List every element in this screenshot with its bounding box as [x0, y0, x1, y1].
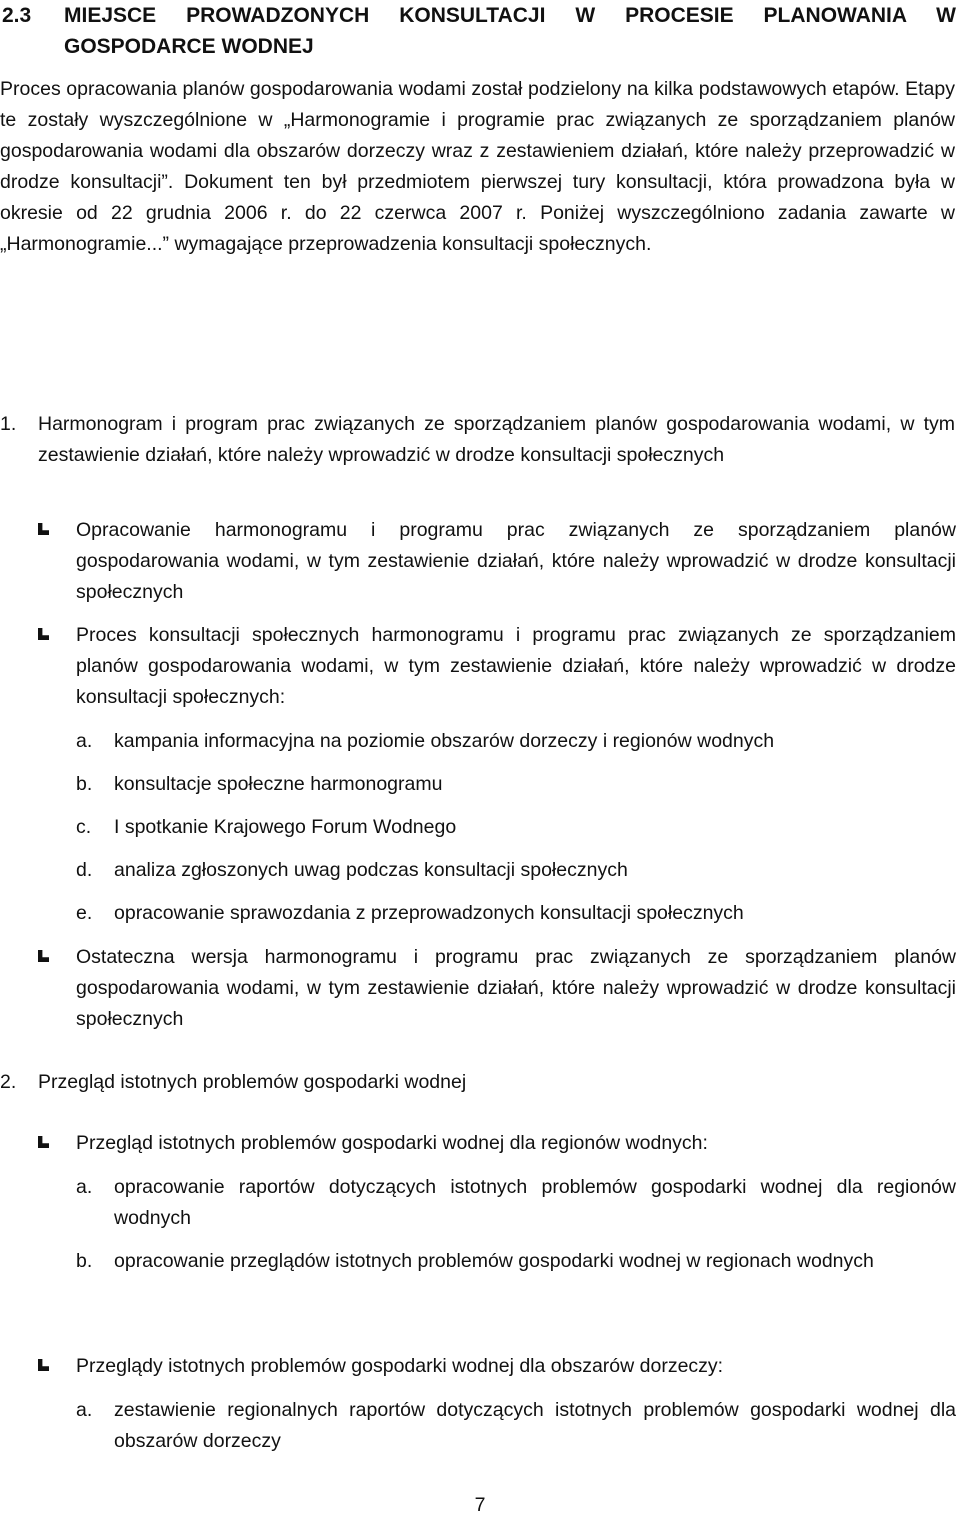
- sub-item-letter: c.: [76, 816, 92, 838]
- sub-item-text: I spotkanie Krajowego Forum Wodnego: [114, 816, 457, 838]
- sub-item-letter: b.: [76, 773, 93, 795]
- bullet-item: [36, 620, 956, 713]
- sub-item-text: analiza zgłoszonych uwag podczas konsultacji społecznych: [114, 859, 628, 881]
- sub-item: [76, 812, 956, 843]
- bullet-text: Przeglądy istotnych problemów gospodarki wodnej dla obszarów dorzeczy:: [76, 1355, 724, 1377]
- bullet-marker-icon: [36, 1128, 76, 1159]
- bullet-text: Opracowanie harmonogramu i programu prac związanych ze sporządzaniem planów gospodarowania wodami, w tym zestawienie działań, które należy wprowadzić w drodze konsultacji społecznych: [76, 519, 956, 603]
- bullet-item: [36, 942, 956, 1035]
- sub-item: [76, 1172, 956, 1234]
- sub-item-letter: e.: [76, 902, 93, 924]
- item-text: Harmonogram i program prac związanych ze sporządzaniem planów gospodarowania wodami, w tym zestawienie działań, które należy wprowadzić w drodze konsultacji społecznych: [38, 413, 955, 466]
- numbered-item-2: [0, 1067, 955, 1098]
- bullet-text: Proces konsultacji społecznych harmonogramu i programu prac związanych ze sporządzaniem planów gospodarowania wodami, w tym zestawienie działań, które należy wprowadzić w drodze konsultacji społecznych:: [76, 624, 956, 708]
- bullet-marker-icon: [36, 1351, 76, 1382]
- bullet-item: [36, 1351, 956, 1382]
- item-number: 2.: [0, 1071, 17, 1093]
- sub-item-text: zestawienie regionalnych raportów dotyczących istotnych problemów gospodarki wodnej dla obszarów dorzeczy: [114, 1399, 956, 1452]
- page-number: 7: [474, 1494, 486, 1516]
- sub-item: [76, 1246, 956, 1277]
- item-text: Przegląd istotnych problemów gospodarki wodnej: [38, 1071, 467, 1093]
- sub-item-letter: a.: [76, 1399, 93, 1421]
- section-heading: [2, 0, 956, 62]
- bullet-text: Ostateczna wersja harmonogramu i programu prac związanych ze sporządzaniem planów gospodarowania wodami, w tym zestawienie działań, które należy wprowadzić w drodze konsultacji społecznych: [76, 946, 956, 1030]
- numbered-item-1: [0, 409, 955, 471]
- bullet-marker-icon: [36, 620, 76, 713]
- sub-item: [76, 898, 956, 929]
- sub-item-text: opracowanie raportów dotyczących istotnych problemów gospodarki wodnej dla regionów wodnych: [114, 1176, 956, 1229]
- sub-item-letter: a.: [76, 730, 93, 752]
- section-title: MIEJSCE PROWADZONYCH KONSULTACJI W PROCESIE PLANOWANIA W GOSPODARCE WODNEJ: [64, 4, 956, 58]
- item-number: 1.: [0, 413, 17, 435]
- sub-item: [76, 726, 956, 757]
- sub-item-letter: b.: [76, 1250, 93, 1272]
- bullet-text: Przegląd istotnych problemów gospodarki wodnej dla regionów wodnych:: [76, 1132, 708, 1154]
- sub-item-letter: d.: [76, 859, 93, 881]
- bullet-item: [36, 1128, 956, 1159]
- sub-item-text: opracowanie sprawozdania z przeprowadzonych konsultacji społecznych: [114, 902, 744, 924]
- sub-item: [76, 1395, 956, 1457]
- intro-paragraph: Proces opracowania planów gospodarowania wodami został podzielony na kilka podstawowych etapów. Etapy te zostały wyszczególnione w „Harmonogramie i programie prac związanych ze sporządzaniem planów gospodarowania wodami dla obszarów dorzeczy wraz z zestawieniem działań, które należy przeprowadzić w drodze konsultacji”. Dokument ten był przedmiotem pierwszej tury konsultacji, która prowadzona była w okresie od 22 grudnia 2006 r. do 22 czerwca 2007 r. Poniżej wyszczególniono zadania zawarte w „Harmonogramie...” wymagające przeprowadzenia konsultacji społecznych.: [0, 78, 955, 255]
- sub-item-letter: a.: [76, 1176, 93, 1198]
- sub-item: [76, 769, 956, 800]
- sub-item-text: kampania informacyjna na poziomie obszarów dorzeczy i regionów wodnych: [114, 730, 775, 752]
- bullet-marker-icon: [36, 515, 76, 608]
- sub-item-text: opracowanie przeglądów istotnych problemów gospodarki wodnej w regionach wodnych: [114, 1250, 874, 1272]
- bullet-marker-icon: [36, 942, 76, 1035]
- sub-item: [76, 855, 956, 886]
- section-number: 2.3: [2, 4, 32, 27]
- sub-item-text: konsultacje społeczne harmonogramu: [114, 773, 443, 795]
- bullet-item: [36, 515, 956, 608]
